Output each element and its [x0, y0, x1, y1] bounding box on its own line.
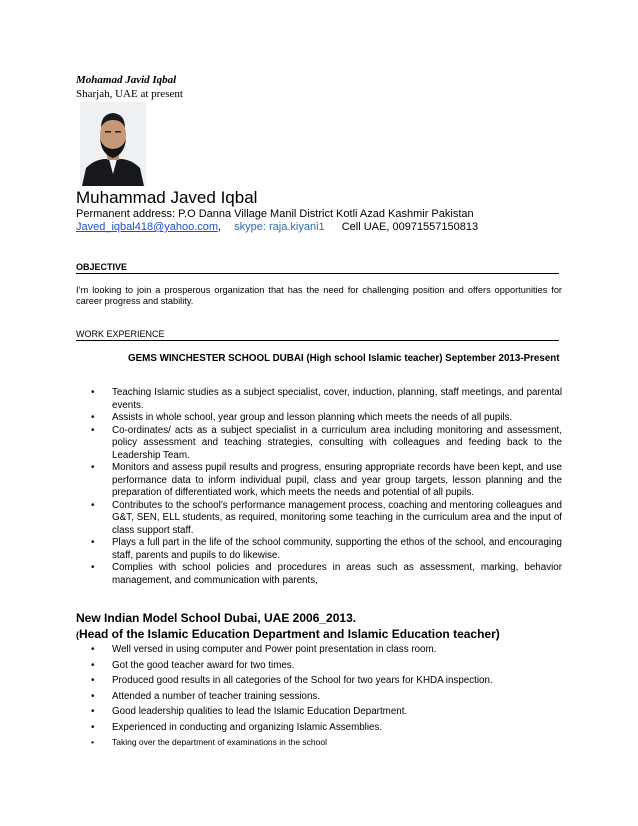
work-experience-rule — [76, 340, 559, 341]
contact-line — [76, 221, 478, 233]
list-item — [91, 689, 562, 705]
bullet-text: Co-ordinates/ acts as a subject specialist in a curriculum area including monitoring and assessment, policy assessment and teaching strategies, consulting with colleagues and feeding back to the Leadership Team. — [112, 424, 562, 461]
bullet-glyph: • — [91, 462, 95, 473]
job2-role-text: Head of the Islamic Education Department and Islamic Education teacher) — [79, 627, 500, 641]
bullet-text: Got the good teacher award for two times. — [112, 659, 295, 671]
bullet-glyph: • — [91, 737, 94, 747]
list-item — [91, 387, 562, 412]
bullet-glyph: • — [91, 706, 95, 717]
header-location: Sharjah, UAE at present — [76, 88, 183, 100]
objective-rule — [76, 273, 559, 274]
profile-photo — [80, 102, 146, 186]
list-item — [91, 500, 562, 538]
bullet-glyph: • — [91, 659, 95, 671]
list-item — [91, 658, 562, 674]
bullet-text: Experienced in conducting and organizing Islamic Assemblies. — [112, 721, 383, 733]
bullet-glyph: • — [91, 644, 95, 655]
bullet-text: Teaching Islamic studies as a subject specialist, cover, induction, planning, staff meetings, and parental events. — [112, 387, 562, 411]
list-item — [91, 537, 562, 562]
bullet-text: Contributes to the school’s performance management process, coaching and mentoring colleagues and G&T, SEN, ELL students, as required, monitoring some teaching in the curriculum area and the input of class support staff. — [112, 499, 562, 536]
list-item — [91, 562, 562, 587]
job1-title: GEMS WINCHESTER SCHOOL DUBAI (High school Islamic teacher) September 2013-Present — [128, 353, 560, 364]
email-link[interactable]: Javed_iqbal418@yahoo.com — [76, 221, 219, 233]
bullet-text: Attended a number of teacher training sessions. — [112, 690, 321, 702]
list-item — [91, 704, 562, 720]
bullet-text: Produced good results in all categories of the School for two years for KHDA inspection. — [112, 675, 493, 686]
bullet-glyph: • — [91, 387, 95, 398]
contact-separator: , — [218, 221, 222, 233]
bullet-text: Assists in whole school, year group and lesson planning which meets the needs of all pupils. — [112, 412, 513, 423]
objective-text: I’m looking to join a prosperous organization that has the need for challenging position and offers opportunities for career progress and stability. — [76, 285, 562, 306]
permanent-address: Permanent address: P.O Danna Village Manil District Kotli Azad Kashmir Pakistan — [76, 208, 474, 220]
list-item — [91, 673, 562, 689]
bullet-text: Taking over the department of examinations in the school — [112, 737, 327, 747]
work-experience-heading: WORK EXPERIENCE — [76, 329, 165, 339]
bullet-text: Complies with school policies and procedures in areas such as assessment, marking, behavior management, and communication with parents, — [112, 562, 562, 586]
list-item — [91, 720, 562, 736]
header-name: Mohamad Javid Iqbal — [76, 74, 177, 86]
list-item — [91, 462, 562, 500]
job1-bullet-list — [91, 387, 562, 587]
list-item — [91, 412, 562, 425]
job2-bullet-list — [91, 642, 562, 751]
job2-role-paren: ( — [76, 630, 79, 640]
bullet-glyph: • — [91, 424, 95, 436]
bullet-glyph: • — [91, 721, 95, 733]
list-item — [91, 735, 562, 751]
job2-school: New Indian Model School Dubai, UAE 2006_2013. — [76, 611, 357, 625]
cell-number: Cell UAE, 00971557150813 — [341, 221, 479, 233]
bullet-text: Good leadership qualities to lead the Islamic Education Department. — [112, 706, 408, 717]
bullet-glyph: • — [91, 690, 95, 702]
job2-role — [76, 627, 500, 641]
bullet-glyph: • — [91, 412, 95, 423]
list-item — [91, 642, 562, 658]
bullet-text: Well versed in using computer and Power point presentation in class room. — [112, 644, 437, 655]
bullet-glyph: • — [91, 537, 95, 548]
full-name: Muhammad Javed Iqbal — [76, 188, 258, 207]
objective-heading: OBJECTIVE — [76, 262, 128, 272]
skype-id: skype: raja.kiyani1 — [234, 221, 325, 233]
bullet-glyph: • — [91, 499, 95, 511]
bullet-glyph: • — [91, 675, 95, 686]
bullet-text: Plays a full part in the life of the school community, supporting the ethos of the school, and encouraging staff, parents and pupils to do likewise. — [112, 537, 562, 561]
profile-photo-image — [80, 102, 146, 186]
bullet-text: Monitors and assess pupil results and progress, ensuring appropriate records have been kept, and use performance data to inform individual pupil, class and year group targets, lesson planning and the preparation of differentiated work, which meets the needs and potential of all pupils. — [112, 462, 562, 498]
bullet-glyph: • — [91, 562, 95, 573]
list-item — [91, 425, 562, 463]
